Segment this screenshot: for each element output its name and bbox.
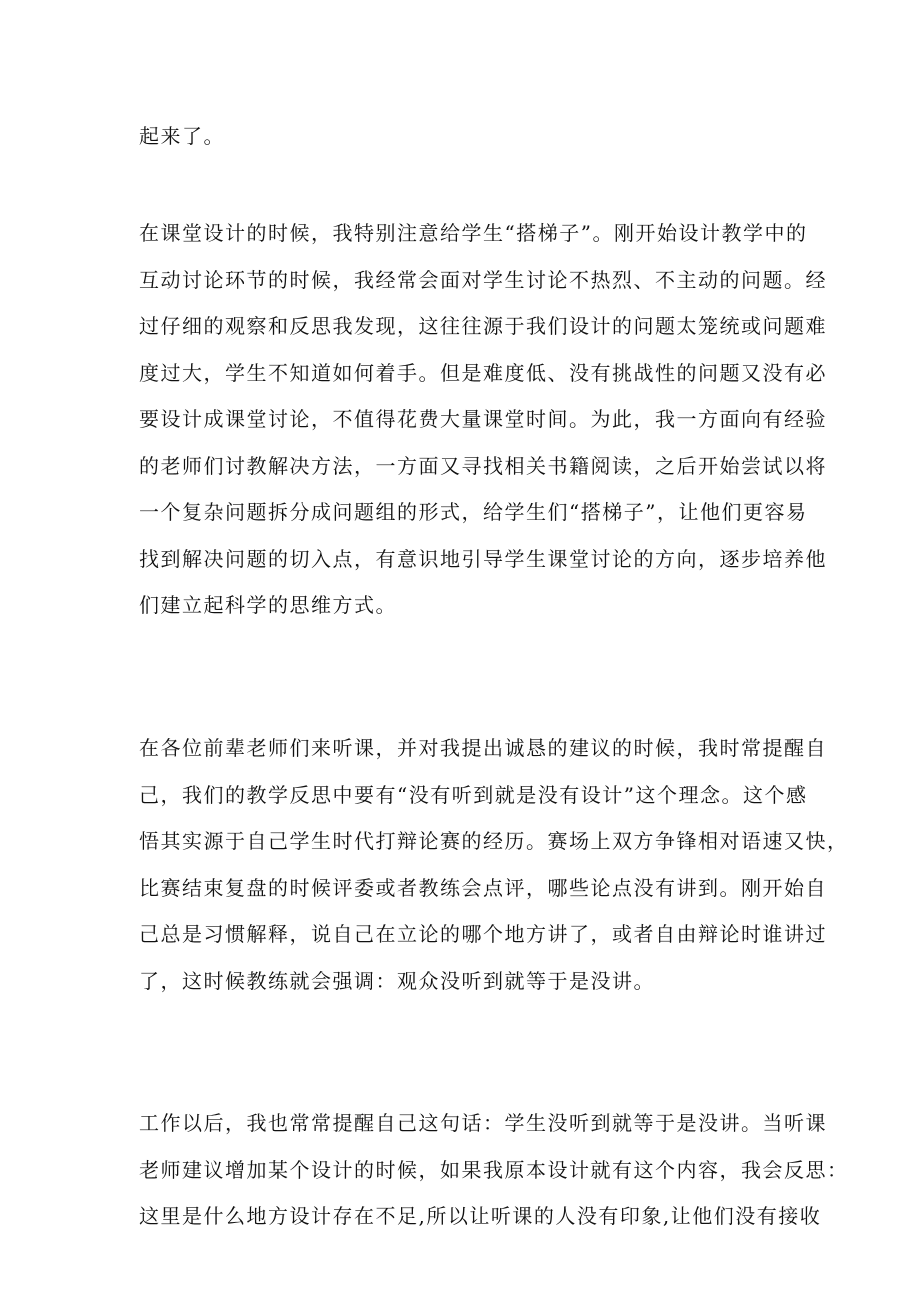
text-line: 悟其实源于自己学生时代打辩论赛的经历。赛场上双方争锋相对语速又快， (139, 829, 849, 853)
text-line: 过仔细的观察和反思我发现，这往往源于我们设计的问题太笼统或问题难 (139, 314, 827, 338)
text-line: 己，我们的教学反思中要有“没有听到就是没有设计”这个理念。这个感 (139, 783, 808, 807)
text-line: 比赛结束复盘的时候评委或者教练会点评，哪些论点没有讲到。刚开始自 (139, 876, 827, 900)
text-line: 工作以后，我也常常提醒自己这句话：学生没听到就等于是没讲。当听课 (139, 1111, 827, 1135)
text-line: 的老师们讨教解决方法，一方面又寻找相关书籍阅读，之后开始尝试以将 (139, 454, 827, 478)
text-line: 起来了。 (139, 124, 225, 148)
text-line: 找到解决问题的切入点，有意识地引导学生课堂讨论的方向，逐步培养他 (139, 547, 827, 571)
text-line: 度过大，学生不知道如何着手。但是难度低、没有挑战性的问题又没有必 (139, 361, 827, 385)
text-line: 在各位前辈老师们来听课，并对我提出诚恳的建议的时候，我时常提醒自 (139, 736, 827, 760)
text-line: 一个复杂问题拆分成问题组的形式，给学生们“搭梯子”，让他们更容易 (139, 500, 808, 524)
text-line: 己总是习惯解释，说自己在立论的哪个地方讲了，或者自由辩论时谁讲过 (139, 922, 827, 946)
text-line: 们建立起科学的思维方式。 (139, 593, 397, 617)
text-line: 要设计成课堂讨论，不值得花费大量课堂时间。为此，我一方面向有经验 (139, 407, 827, 431)
text-line: 这里是什么地方设计存在不足,所以让听课的人没有印象,让他们没有接收 (139, 1204, 822, 1228)
text-line: 了，这时候教练就会强调：观众没听到就等于是没讲。 (139, 969, 655, 993)
text-line: 在课堂设计的时候，我特别注意给学生“搭梯子”。刚开始设计教学中的 (139, 221, 808, 245)
text-line: 老师建议增加某个设计的时候，如果我原本设计就有这个内容，我会反思： (139, 1158, 849, 1182)
text-line: 互动讨论环节的时候，我经常会面对学生讨论不热烈、不主动的问题。经 (139, 268, 827, 292)
